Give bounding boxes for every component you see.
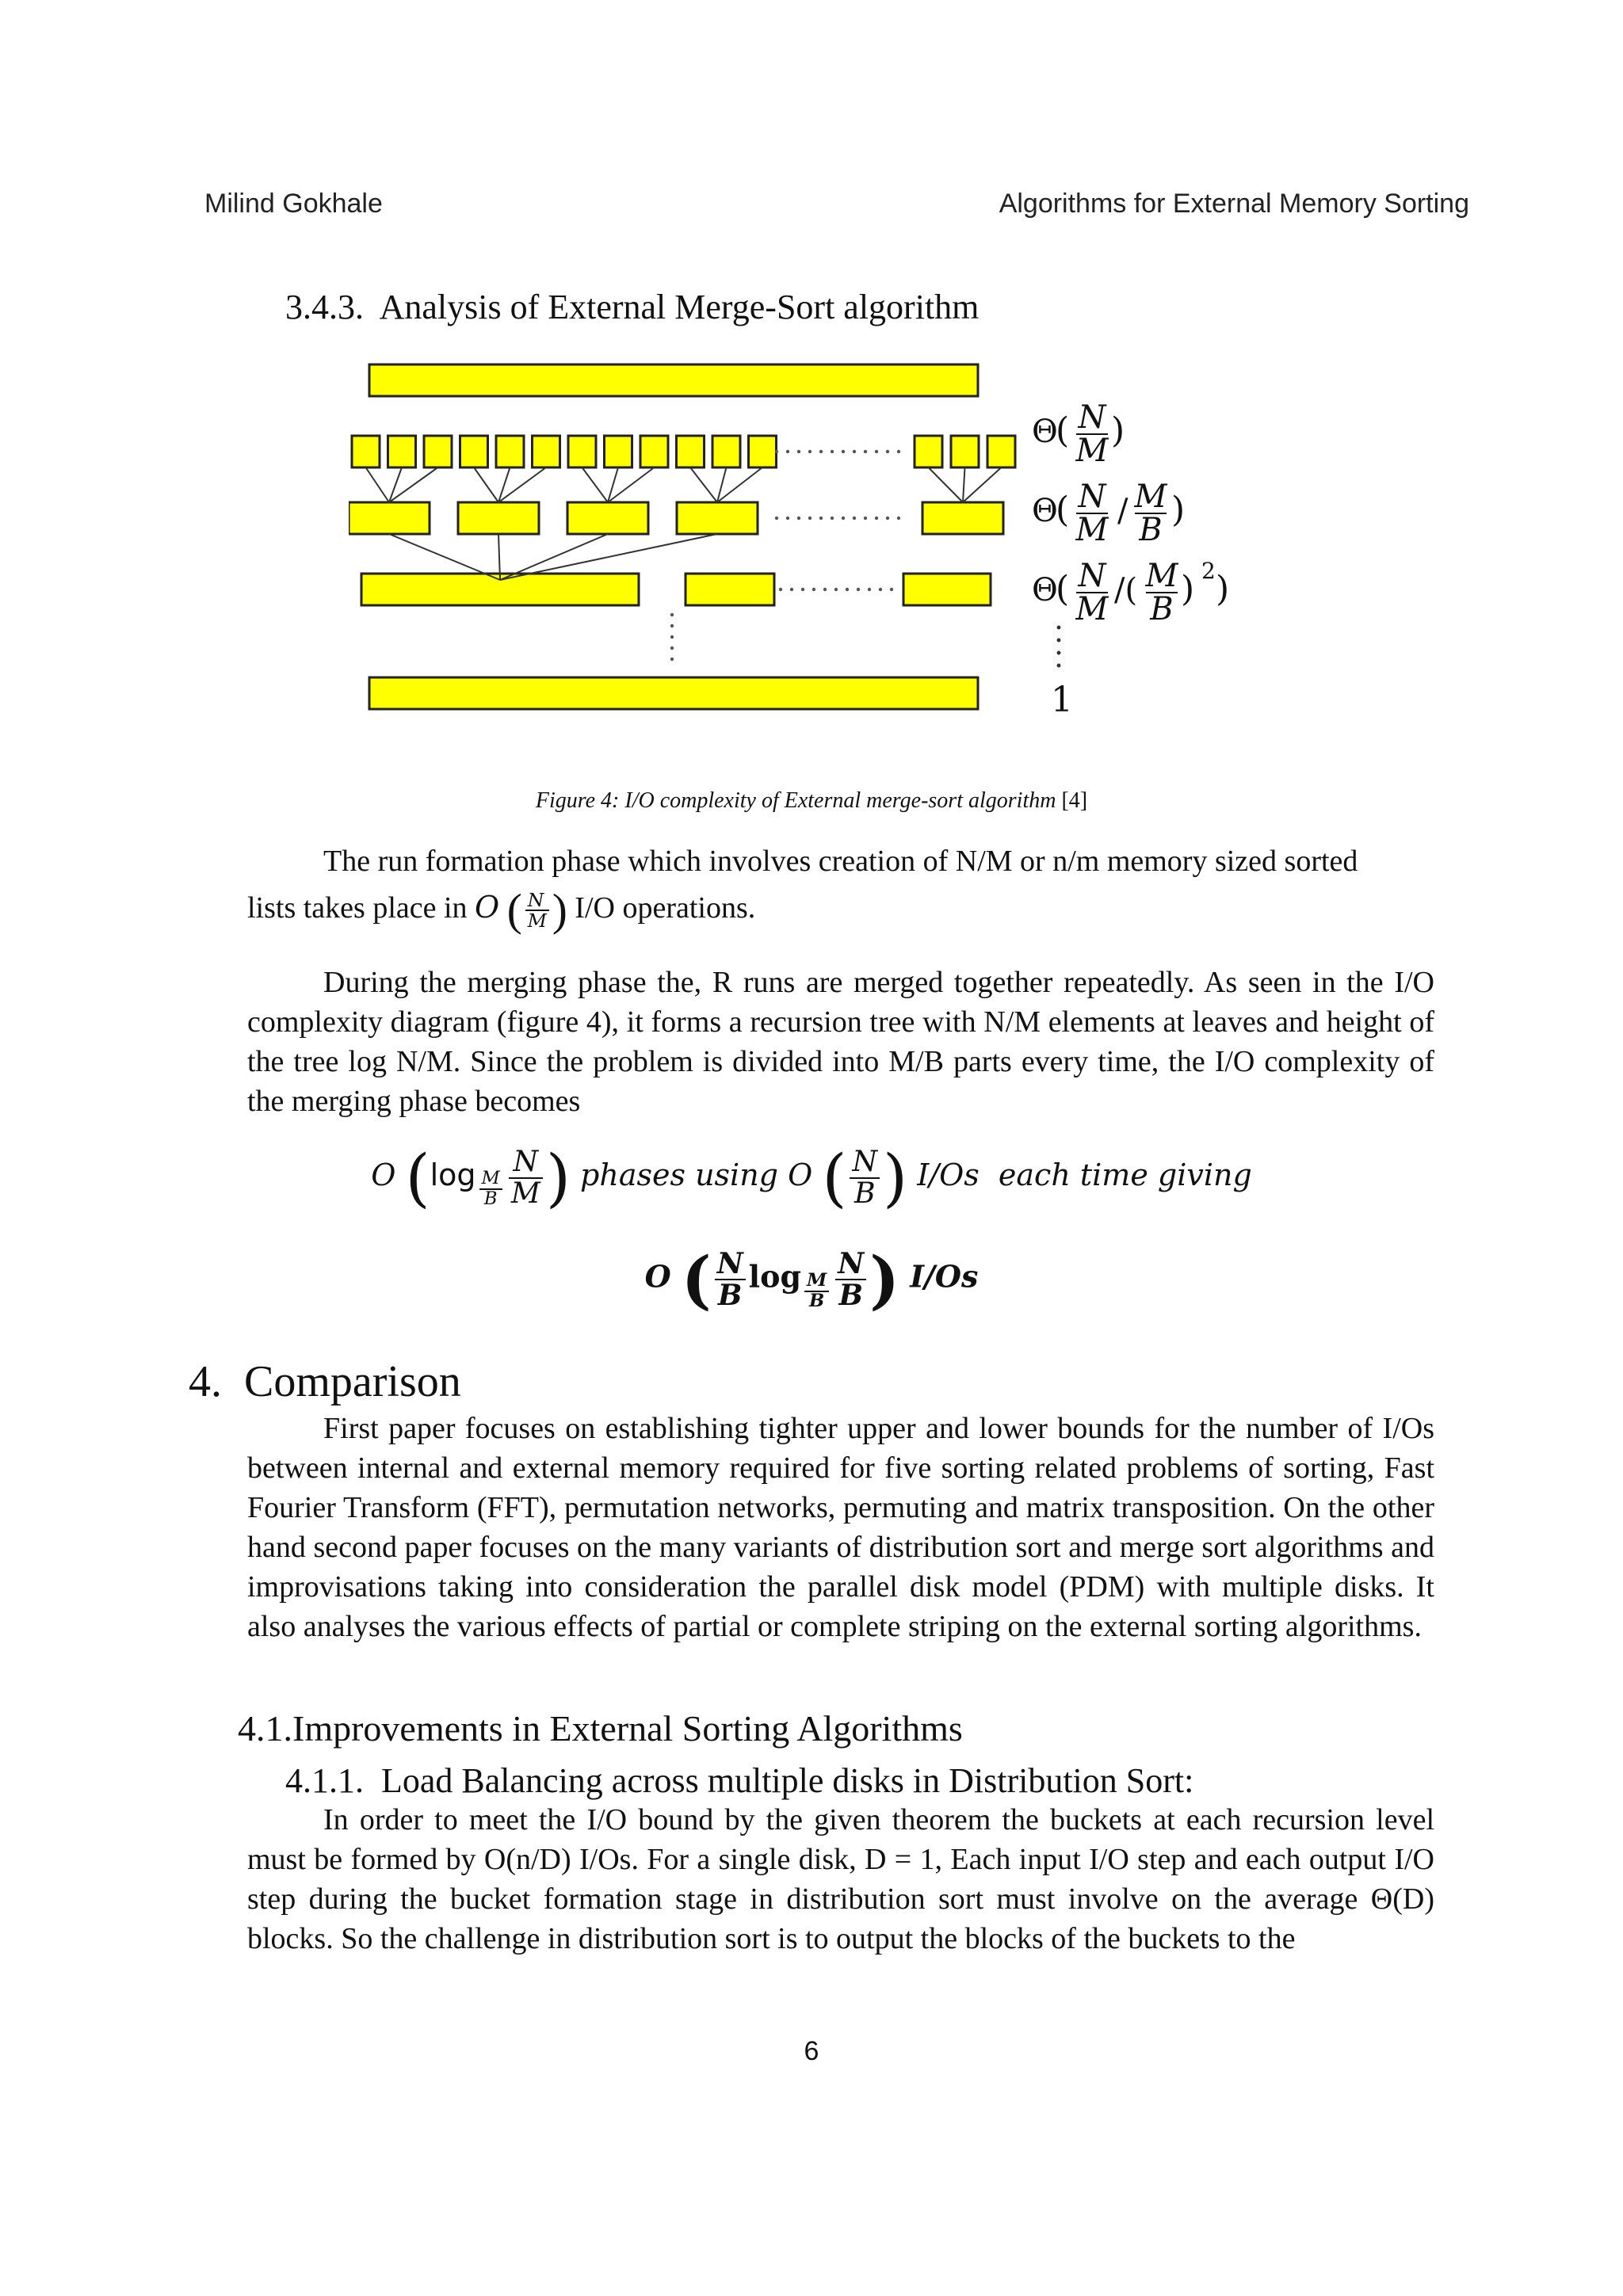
section-title: Load Balancing across multiple disks in Distribution Sort: [381, 1761, 1194, 1800]
ellipsis-dot [886, 517, 889, 520]
tree-edge [498, 467, 546, 502]
svg-text:Θ: Θ [1032, 493, 1058, 529]
tree-edge [929, 467, 964, 502]
vertical-dots-right [1057, 626, 1061, 668]
paragraph-comparison: First paper focuses on establishing tighter upper and lower bounds for the number of I/Os between internal and external memory required for five sorting related problems of sorting, Fast Fourier Transform (FFT), permutation networks, permuting and matrix transposition. On the other hand second paper focuses on the many variants of distribution sort and merge sort algorithms and improvisations taking into consideration the parallel disk model (PDM) with multiple disks. It also analyses the various effects of partial or complete striping on the external sorting algorithms. [247, 1412, 1434, 1643]
complexity-label-level-3 [1032, 558, 1229, 627]
ellipsis-dot [670, 613, 674, 616]
svg-text:(: ( [1056, 569, 1070, 609]
svg-text:2: 2 [1201, 558, 1216, 584]
ellipsis-dot [797, 450, 800, 453]
caption-text: Figure 4: I/O complexity of External merge-sort algorithm [535, 788, 1056, 813]
ellipsis-dot [823, 588, 827, 591]
ellipsis-dot [886, 450, 889, 453]
ellipsis-dot [670, 658, 674, 661]
tree-edge [608, 467, 618, 502]
ellipsis-dot [853, 450, 856, 453]
section-heading-4-1 [238, 1707, 963, 1749]
svg-text:): ) [1181, 569, 1195, 609]
section-title: Analysis of External Merge-Sort algorithm [379, 288, 980, 326]
complexity-label-level-1 [1032, 399, 1125, 469]
figure-4-diagram [349, 349, 1323, 729]
merge-box-level-3 [685, 574, 774, 605]
section-heading-4-1-1 [285, 1760, 1193, 1801]
svg-text:(: ( [1056, 490, 1070, 530]
svg-text:/: / [1117, 493, 1128, 529]
caption-citation[interactable]: [4] [1061, 788, 1088, 813]
tree-boxes [349, 364, 1015, 709]
svg-text:M: M [1145, 558, 1178, 594]
section-title: Improvements in External Sorting Algorithms [292, 1708, 963, 1749]
merge-box-level-2 [922, 502, 1003, 534]
leaf-box [640, 436, 668, 467]
paragraph-load-balancing: In order to meet the I/O bound by the given theorem the buckets at each recursion level must be formed by O(n/D) I/Os. For a single disk, D = 1, Each input I/O step and each output I/O step during the bucket formation stage in distribution sort must involve on the average Θ(D) blocks. So the challenge in distribution sort is to output the blocks of the buckets to the [247, 1803, 1434, 1955]
section-number: 4.1.1. [285, 1761, 364, 1800]
merge-box-level-2 [677, 502, 758, 534]
section-number: 4. [189, 1357, 222, 1406]
tree-edge [608, 467, 655, 502]
figure-caption [0, 788, 1623, 814]
ellipsis-dot [819, 517, 823, 520]
leaf-box [677, 436, 705, 467]
ellipsis-dot [875, 450, 878, 453]
page-number: 6 [804, 2036, 819, 2066]
ellipsis-dot [670, 624, 674, 627]
complexity-label-level-2 [1032, 479, 1185, 548]
frac-den: M [1075, 433, 1109, 469]
ellipsis-dot [812, 588, 815, 591]
section-heading-3-4-3 [285, 287, 979, 327]
equation-phases: O (log $_{\frac{M}{B}}$ $\frac{N}{M}$ ) phases using O ( $\frac{N}{B}$ ) I/Os each time giving [371, 1141, 1252, 1215]
ellipsis-dot [868, 588, 871, 591]
ellipsis-dot [808, 517, 812, 520]
svg-text:N: N [1078, 558, 1106, 594]
ellipsis-dot [879, 588, 882, 591]
svg-text:M: M [1134, 479, 1167, 515]
tree-edge [389, 467, 438, 502]
leaf-box [460, 436, 488, 467]
frac-num: N [1078, 399, 1106, 436]
tree-edge [717, 467, 762, 502]
paragraph-line: The run formation phase which involves creation of N/M or n/m memory sized sorted [323, 845, 1358, 878]
tree-edge [963, 467, 1002, 502]
leaf-box [749, 436, 777, 467]
merge-box-level-3 [903, 574, 991, 605]
running-header-author: Milind Gokhale [204, 189, 383, 219]
paragraph-merging-phase: During the merging phase the, R runs are merged together repeatedly. As seen in the I/O complexity diagram (figure 4), it forms a recursion tree with N/M elements at leaves and height of the tree log N/M. Since the problem is divided into M/B parts every time, the I/O complexity of the merging phase becomes [247, 966, 1434, 1118]
section-title: Comparison [244, 1357, 461, 1406]
svg-text:/(: /( [1114, 572, 1138, 608]
svg-text:M: M [1075, 512, 1109, 548]
ellipsis-dot [842, 517, 845, 520]
leaf-box [951, 436, 979, 467]
svg-text:): ) [1216, 569, 1230, 609]
merge-box-level-2 [458, 502, 539, 534]
svg-text:): ) [1111, 410, 1125, 451]
tree-edge [474, 467, 498, 502]
leaf-box [533, 436, 560, 467]
tree-edge [582, 467, 609, 502]
paragraph-run-formation [247, 841, 1434, 936]
merge-box-level-2 [567, 502, 648, 534]
ellipsis-dot [808, 450, 812, 453]
svg-text:Θ: Θ [1032, 572, 1058, 608]
ellipsis-dot [897, 450, 900, 453]
ellipsis-dot [864, 450, 867, 453]
ellipsis-dot [797, 517, 800, 520]
svg-text:): ) [1171, 490, 1186, 530]
ellipsis-dot [819, 450, 823, 453]
paragraph-line: lists takes place in O ( $\frac{N}{M}$ ) I/O operations. [247, 885, 756, 936]
leaf-box [605, 436, 632, 467]
svg-text:(: ( [1056, 410, 1070, 451]
ellipsis-dots [670, 450, 900, 661]
ellipsis-dot [831, 450, 834, 453]
equation-total-io: O ( $\frac{N}{B}$ log $_{\frac{M}{B}}$ $\frac{N}{B}$ ) I/Os [644, 1242, 979, 1317]
ellipsis-dot [775, 517, 778, 520]
tree-edge [366, 467, 390, 502]
complexity-label-root: 1 [1051, 680, 1073, 720]
ellipsis-dot [834, 588, 838, 591]
tree-edge [498, 467, 510, 502]
leaf-box [424, 436, 452, 467]
ellipsis-dot [801, 588, 804, 591]
theta-symbol: Θ [1032, 414, 1058, 450]
ellipsis-dot [853, 517, 856, 520]
leaf-box [712, 436, 740, 467]
ellipsis-dot [670, 646, 674, 650]
final-merged-box [369, 677, 978, 709]
svg-text:B: B [1150, 591, 1174, 627]
svg-text:M: M [1075, 591, 1109, 627]
ellipsis-dot [786, 517, 789, 520]
tree-edge [963, 467, 965, 502]
tree-edge [690, 467, 717, 502]
merge-box-level-2 [349, 502, 430, 534]
leaf-box [987, 436, 1015, 467]
section-number: 3.4.3. [285, 288, 364, 326]
merge-tree-svg [349, 349, 1323, 729]
ellipsis-dot [670, 635, 674, 639]
section-heading-4 [189, 1356, 461, 1407]
ellipsis-dot [790, 588, 793, 591]
running-header-title: Algorithms for External Memory Sorting [999, 189, 1469, 219]
ellipsis-dot [779, 588, 782, 591]
ellipsis-dot [831, 517, 834, 520]
leaf-box [388, 436, 416, 467]
ellipsis-dot [890, 588, 893, 591]
ellipsis-dot [864, 517, 867, 520]
ellipsis-dot [775, 450, 778, 453]
ellipsis-dot [857, 588, 860, 591]
ellipsis-dot [786, 450, 789, 453]
svg-text:B: B [1139, 512, 1163, 548]
leaf-box [496, 436, 524, 467]
ellipsis-dot [842, 450, 845, 453]
svg-text:N: N [1078, 479, 1106, 515]
leaf-box [915, 436, 942, 467]
section-number: 4.1. [238, 1708, 292, 1749]
ellipsis-dot [875, 517, 878, 520]
leaf-box [568, 436, 596, 467]
ellipsis-dot [897, 517, 900, 520]
ellipsis-dot [846, 588, 849, 591]
root-box [369, 364, 978, 396]
leaf-box [352, 436, 380, 467]
